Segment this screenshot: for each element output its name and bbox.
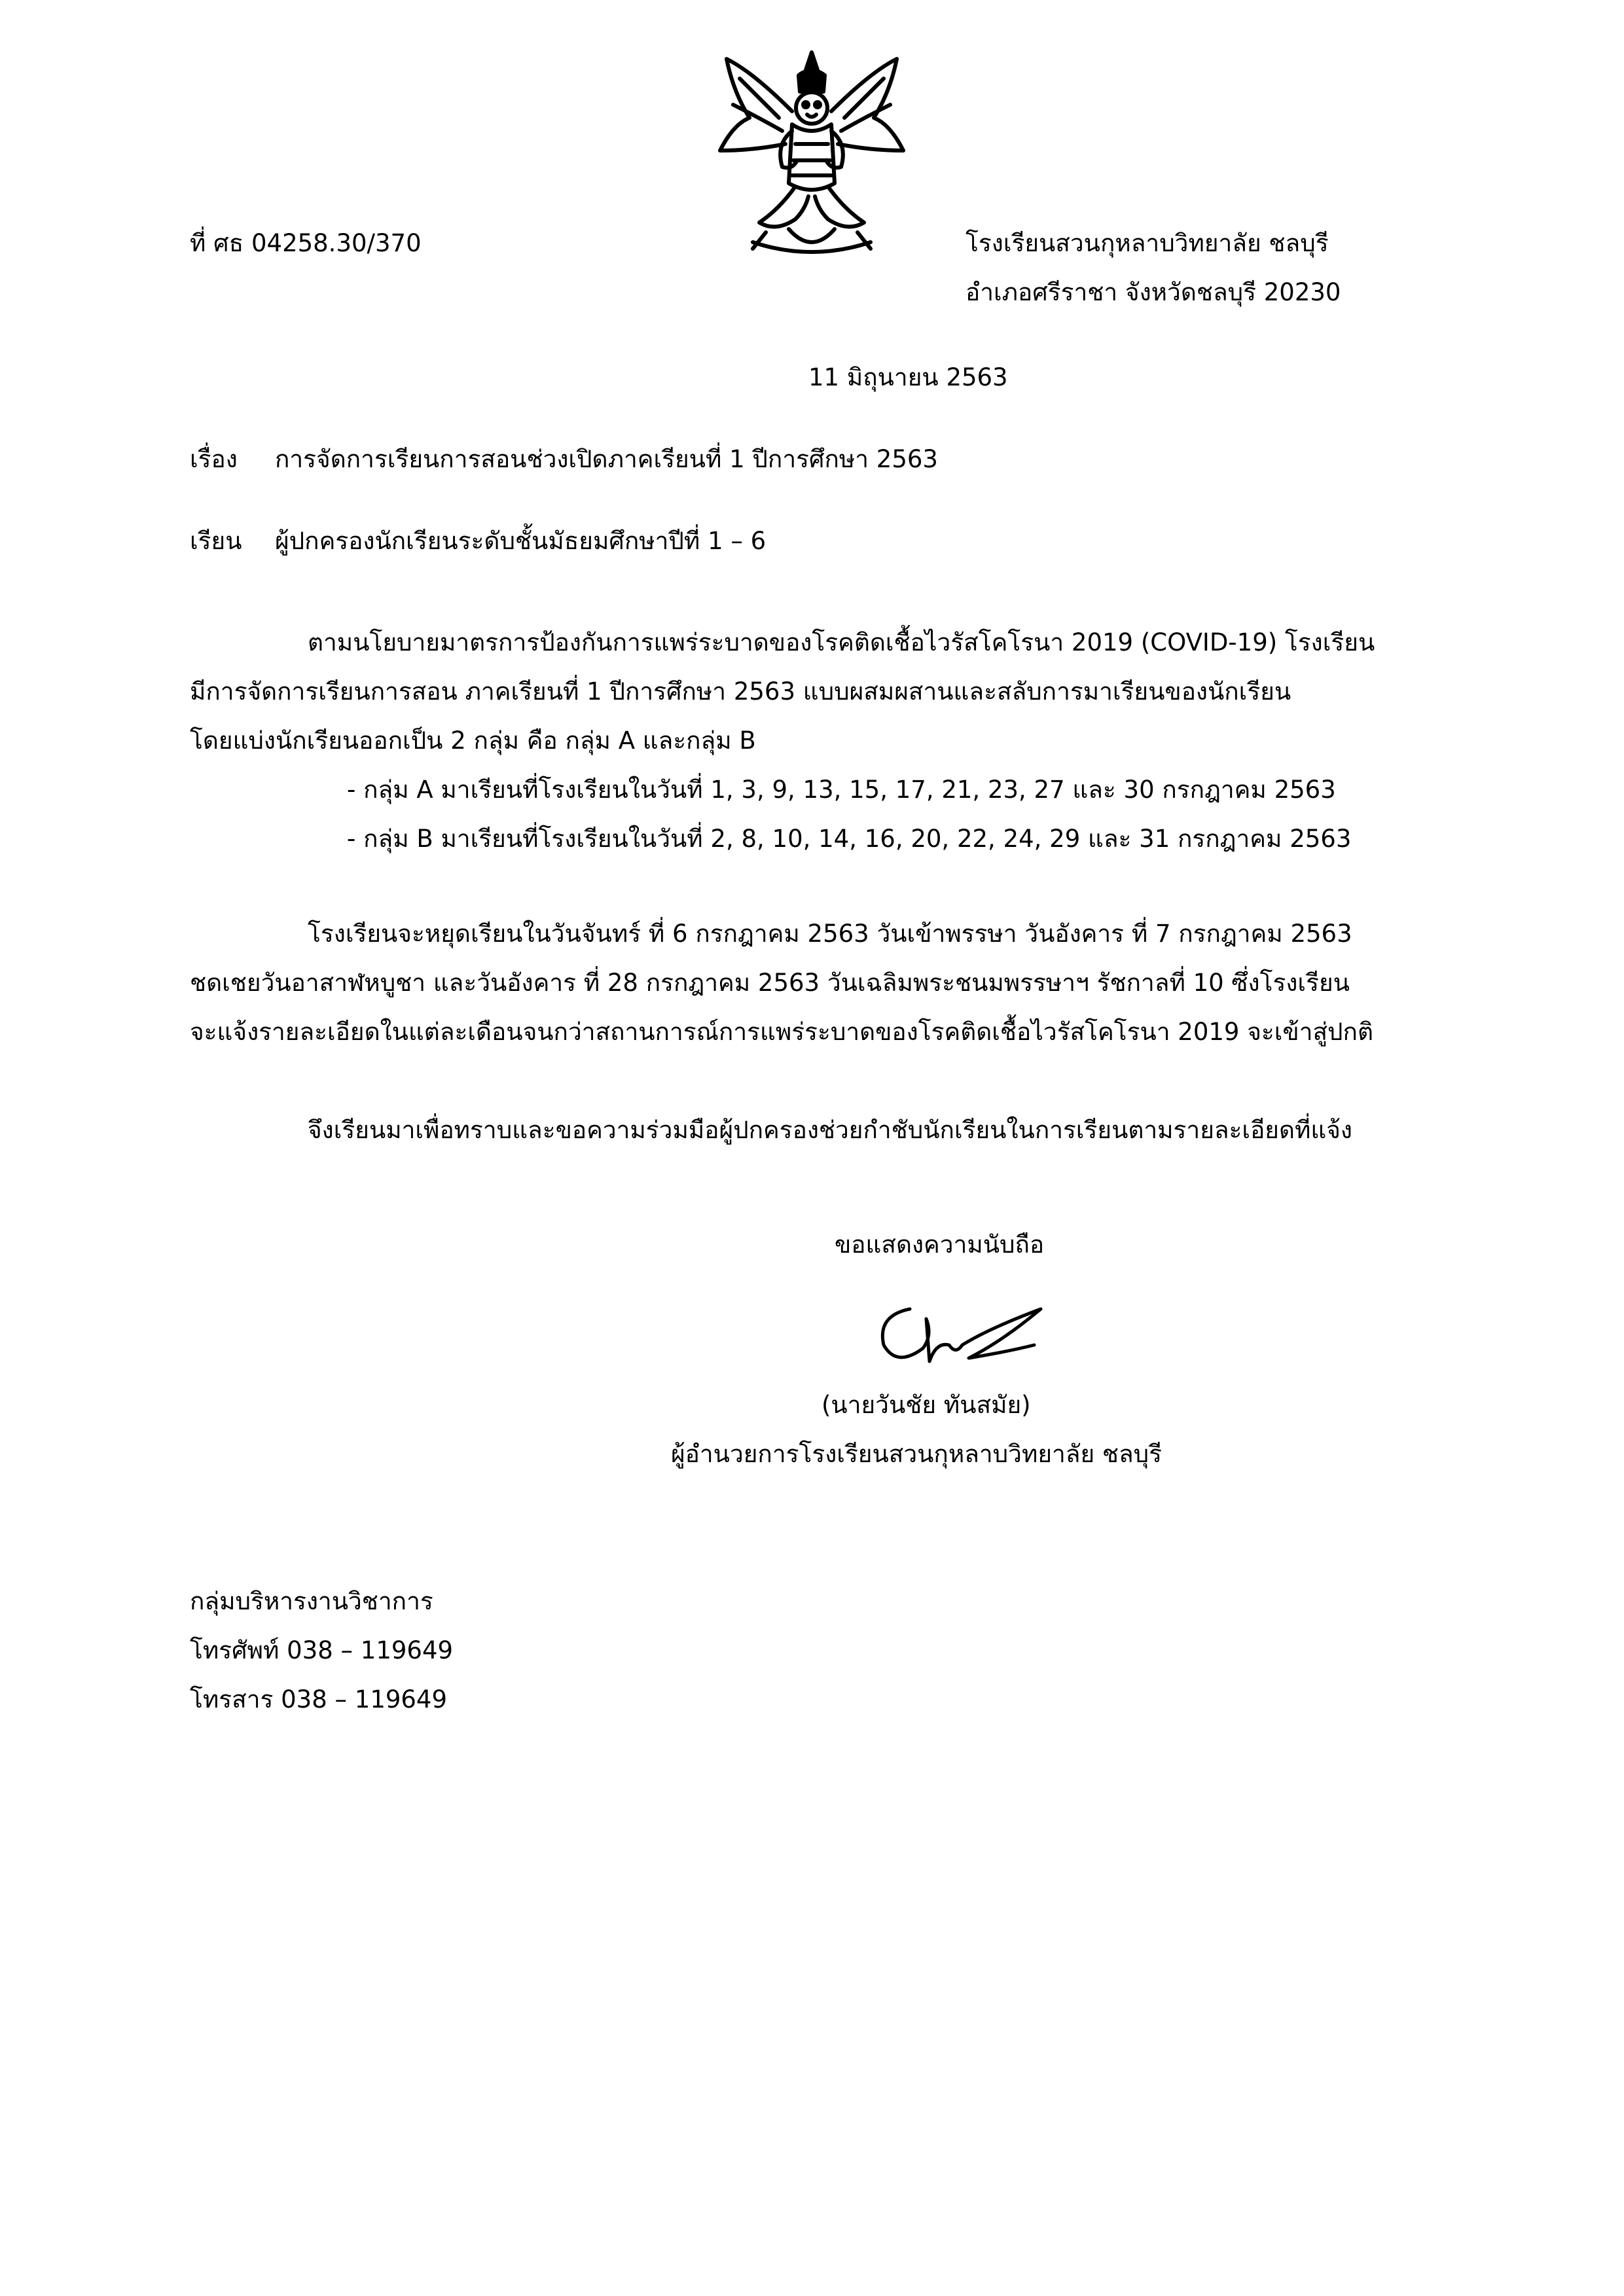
paragraph3: จึงเรียนมาเพื่อทราบและขอความร่วมมือผู้ปกครองช่วยกำชับนักเรียนในการเรียนตามรายละเอียดที่แจ้ง bbox=[308, 1116, 1352, 1144]
paragraph1-line2: มีการจัดการเรียนการสอน ภาคเรียนที่ 1 ปีการศึกษา 2563 แบบผสมผสานและสลับการมาเรียนของนักเรียน bbox=[190, 677, 1291, 706]
fax-number: โทรสาร 038 – 119649 bbox=[190, 1685, 448, 1713]
recipient-label: เรียน bbox=[190, 527, 242, 555]
recipient-text: ผู้ปกครองนักเรียนระดับชั้นมัธยมศึกษาปีที่ 1 – 6 bbox=[275, 527, 767, 555]
phone-number: โทรศัพท์ 038 – 119649 bbox=[190, 1636, 454, 1664]
subject-text: การจัดการเรียนการสอนช่วงเปิดภาคเรียนที่ 1 ปีการศึกษา 2563 bbox=[275, 445, 938, 473]
school-address-line1: โรงเรียนสวนกุหลาบวิทยาลัย ชลบุรี bbox=[965, 229, 1329, 257]
reference-number: ที่ ศธ 04258.30/370 bbox=[190, 229, 422, 257]
signer-name: (นายวันชัย ทันสมัย) bbox=[821, 1391, 1031, 1419]
group-a-schedule: - กลุ่ม A มาเรียนที่โรงเรียนในวันที่ 1, 3, 9, 13, 15, 17, 21, 23, 27 และ 30 กรกฎาคม 2563 bbox=[347, 776, 1336, 804]
paragraph1-line3: โดยแบ่งนักเรียนออกเป็น 2 กลุ่ม คือ กลุ่ม A และกลุ่ม B bbox=[190, 726, 756, 755]
signer-position: ผู้อำนวยการโรงเรียนสวนกุหลาบวิทยาลัย ชลบุรี bbox=[671, 1440, 1163, 1468]
letter-date: 11 มิถุนายน 2563 bbox=[808, 363, 1008, 391]
school-address-line2: อำเภอศรีราชา จังหวัดชลบุรี 20230 bbox=[965, 278, 1341, 306]
department-name: กลุ่มบริหารงานวิชาการ bbox=[190, 1587, 433, 1615]
paragraph2-line2: ชดเชยวันอาสาฬหบูชา และวันอังคาร ที่ 28 กรกฎาคม 2563 วันเฉลิมพระชนมพรรษาฯ รัชกาลที่ 10 ซึ่งโรงเรียน bbox=[190, 969, 1350, 997]
paragraph2-line1: โรงเรียนจะหยุดเรียนในวันจันทร์ ที่ 6 กรกฎาคม 2563 วันเข้าพรรษา วันอังคาร ที่ 7 กรกฎาคม 2563 bbox=[308, 920, 1352, 948]
closing-phrase: ขอแสดงความนับถือ bbox=[835, 1230, 1045, 1259]
subject-label: เรื่อง bbox=[190, 445, 238, 473]
garuda-emblem-icon bbox=[713, 46, 910, 262]
group-b-schedule: - กลุ่ม B มาเรียนที่โรงเรียนในวันที่ 2, 8, 10, 14, 16, 20, 22, 24, 29 และ 31 กรกฎาคม 2563 bbox=[347, 825, 1352, 853]
signature-mark bbox=[871, 1283, 1054, 1381]
paragraph2-line3: จะแจ้งรายละเอียดในแต่ละเดือนจนกว่าสถานการณ์การแพร่ระบาดของโรคติดเชื้อไวรัสโคโรนา 2019 จะเข้าสู่ปกติ bbox=[190, 1018, 1373, 1046]
paragraph1-line1: ตามนโยบายมาตรการป้องกันการแพร่ระบาดของโรคติดเชื้อไวรัสโคโรนา 2019 (COVID-19) โรงเรียน bbox=[308, 628, 1375, 656]
